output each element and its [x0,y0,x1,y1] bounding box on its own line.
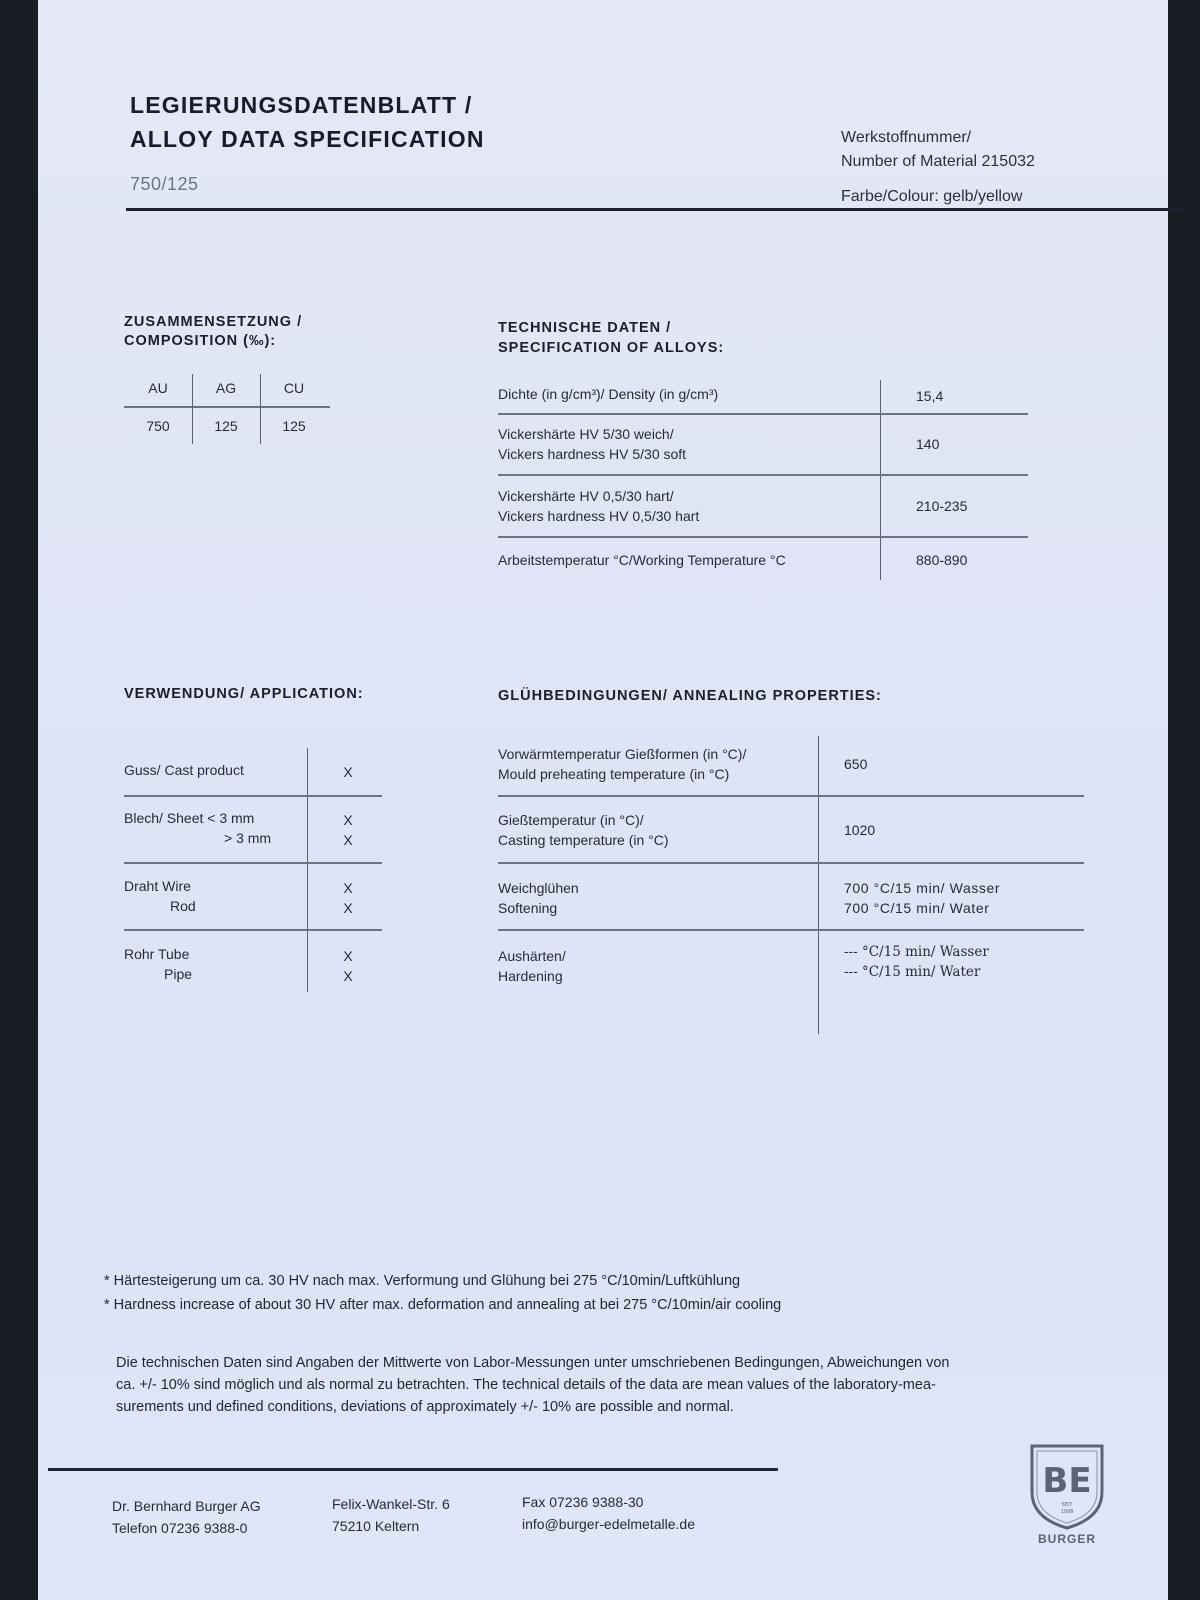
application-mark: X [343,948,353,964]
application-mark: X [343,880,353,896]
composition-value-ag: 125 [214,418,238,434]
material-label: Werkstoffnummer/ [841,129,972,146]
annealing-label: Softening [498,900,558,916]
annealing-value: --- °C/15 min/ Wasser [844,944,989,960]
footer-phone: Telefon 07236 9388-0 [112,1520,248,1536]
technical-row-rule [498,413,1028,415]
technical-value: 15,4 [916,388,944,404]
annealing-label: Gießtemperatur (in °C)/ [498,812,644,828]
disclaimer-line1: Die technischen Daten sind Angaben der Mittwerte von Labor-Messungen unter umschriebenen Bedingungen, Abweichungen von [116,1355,950,1371]
annealing-value: 650 [844,756,868,772]
application-row-rule [124,795,382,797]
burger-logo [1028,1442,1106,1530]
logo-est-line1: SEIT [1061,1502,1073,1508]
application-mark: X [343,812,353,828]
logo-text: BURGER [1037,1532,1096,1546]
annealing-heading: GLÜHBEDINGUNGEN/ ANNEALING PROPERTIES: [498,688,882,704]
application-mark: X [343,900,353,916]
annealing-col-divider [818,736,819,1034]
note-line2: * Hardness increase of about 30 HV after max. deformation and annealing at bei 275 °C/10min/air cooling [104,1297,782,1313]
application-heading: VERWENDUNG/ APPLICATION: [124,686,364,702]
technical-value: 210-235 [916,498,968,514]
technical-heading-line2: SPECIFICATION OF ALLOYS: [498,340,725,356]
application-label: Blech/ Sheet < 3 mm [124,810,255,826]
technical-label: Vickers hardness HV 0,5/30 hart [498,508,700,524]
annealing-label: Weichglühen [498,880,579,896]
logo-mark: BE [1042,1461,1092,1501]
composition-header-cu: CU [283,380,305,396]
application-mark: X [343,832,353,848]
footer-email: info@burger-edelmetalle.de [522,1516,695,1532]
technical-value: 880-890 [916,552,968,568]
application-label: Rohr Tube [124,946,190,962]
technical-label: Vickershärte HV 5/30 weich/ [498,426,674,442]
composition-col-divider [260,374,261,444]
disclaimer-line3: surements und defined conditions, deviations of approximately +/- 10% are possible and normal. [116,1399,734,1415]
annealing-value: 700 °C/15 min/ Water [844,900,990,916]
header-divider [126,208,1184,211]
technical-label: Vickers hardness HV 5/30 soft [498,446,687,462]
application-label: Rod [170,898,196,914]
colour-info: Farbe/Colour: gelb/yellow [841,188,1023,205]
application-label: Draht Wire [124,878,191,894]
footer-street: Felix-Wankel-Str. 6 [332,1496,450,1512]
application-row-rule [124,862,382,864]
annealing-label: Hardening [498,968,563,984]
technical-label: Dichte (in g/cm³)/ Density (in g/cm³) [498,386,719,402]
composition-header-ag: AG [215,380,237,396]
technical-col-divider [880,380,881,580]
footer-fax: Fax 07236 9388-30 [522,1494,644,1510]
footer-city: 75210 Keltern [332,1518,420,1534]
composition-header-rule [124,406,330,408]
annealing-value: 1020 [844,822,876,838]
application-row-rule [124,929,382,931]
composition-heading-line2: COMPOSITION (‰): [124,333,277,349]
alloy-code: 750/125 [130,174,199,194]
technical-heading-line1: TECHNISCHE DATEN / [498,320,672,336]
burger-shield-icon [1028,1442,1106,1530]
application-col-divider [307,748,308,992]
note-line1: * Härtesteigerung um ca. 30 HV nach max. Verformung und Glühung bei 275 °C/10min/Luftkühlung [104,1273,741,1289]
application-mark: X [343,764,353,780]
technical-value: 140 [916,436,940,452]
composition-heading-line1: ZUSAMMENSETZUNG / [124,314,303,330]
footer-company: Dr. Bernhard Burger AG [112,1498,261,1514]
annealing-row-rule [498,862,1084,864]
technical-label: Arbeitstemperatur °C/Working Temperature °C [498,552,786,568]
application-label: Guss/ Cast product [124,762,244,778]
logo-est-line2: 1998 [1060,1509,1074,1515]
annealing-label: Vorwärmtemperatur Gießformen (in °C)/ [498,746,747,762]
composition-value-au: 750 [146,418,170,434]
material-number: Number of Material 215032 [841,153,1035,170]
disclaimer-line2: ca. +/- 10% sind möglich und als normal zu betrachten. The technical details of the data are mean values of the laboratory-mea- [116,1377,936,1393]
annealing-row-rule [498,795,1084,797]
annealing-label: Casting temperature (in °C) [498,832,669,848]
application-label: Pipe [164,966,193,982]
composition-value-cu: 125 [282,418,306,434]
technical-row-rule [498,536,1028,538]
annealing-row-rule [498,929,1084,931]
annealing-label: Mould preheating temperature (in °C) [498,766,730,782]
application-mark: X [343,968,353,984]
data-sheet [38,0,1168,1600]
annealing-label: Aushärten/ [498,948,566,964]
technical-row-rule [498,474,1028,476]
footer-divider [48,1468,778,1471]
composition-col-divider [192,374,193,444]
title-line2: ALLOY DATA SPECIFICATION [130,126,485,152]
title-line1: LEGIERUNGSDATENBLATT / [130,92,473,118]
annealing-value: --- °C/15 min/ Water [844,964,981,980]
application-label: > 3 mm [224,830,272,846]
technical-label: Vickershärte HV 0,5/30 hart/ [498,488,674,504]
annealing-value: 700 °C/15 min/ Wasser [844,880,1001,896]
composition-header-au: AU [148,380,168,396]
